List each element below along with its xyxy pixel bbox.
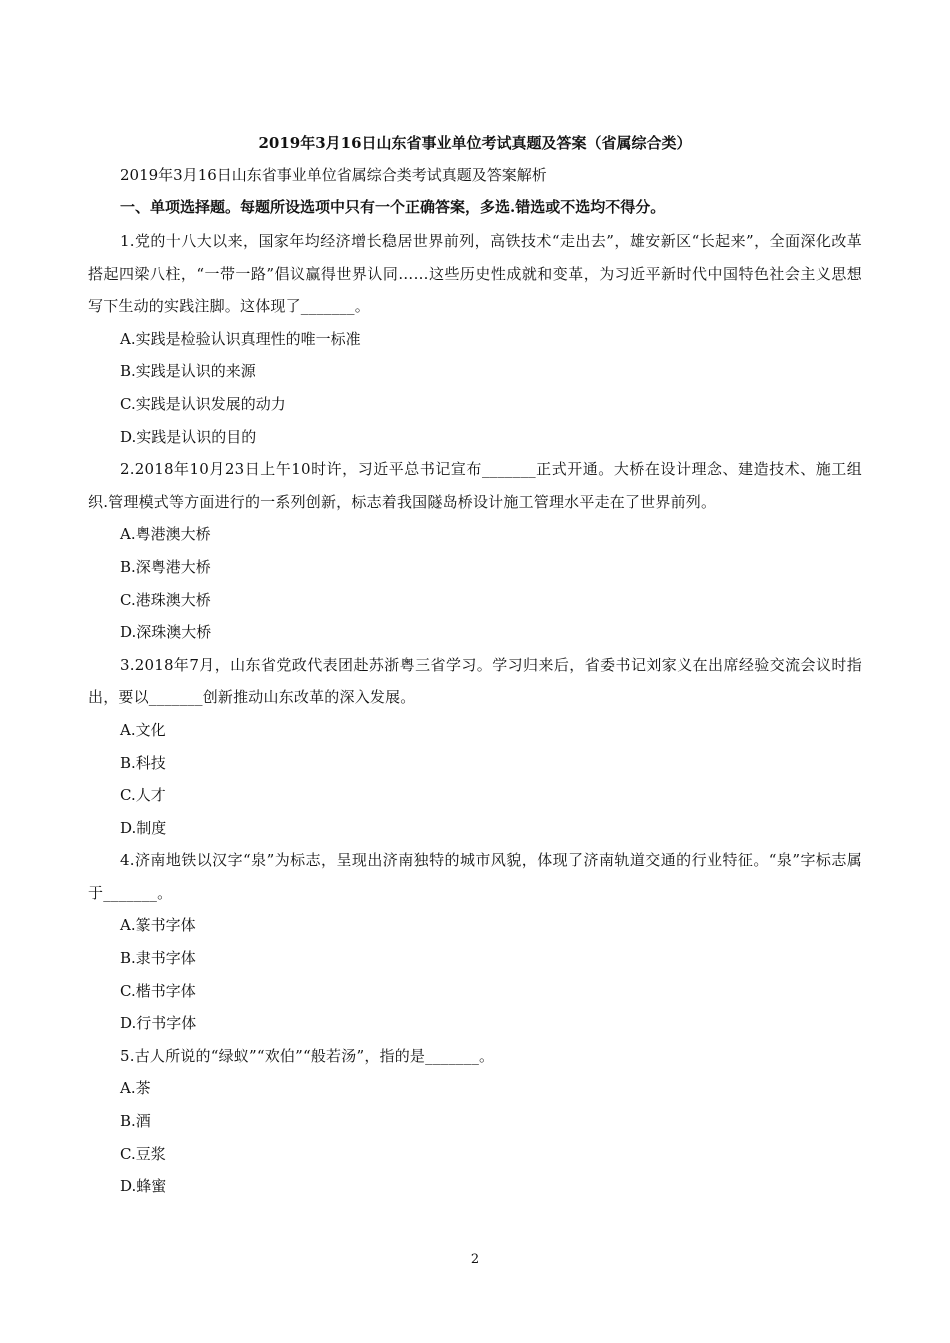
option-d: D.行书字体 xyxy=(120,1014,197,1033)
question-stem: 2.2018年10月23日上午10时许，习近平总书记宣布_______正式开通。大桥在设计理念、建造技术、施工组织.管理模式等方面进行的一系列创新，标志着我国隧岛桥设计施工管理水平走在了世界前列。 xyxy=(88,460,862,511)
question-stem: 4.济南地铁以汉字“泉”为标志，呈现出济南独特的城市风貌，体现了济南轨道交通的行业特征。“泉”字标志属于_______。 xyxy=(88,851,862,902)
option-c: C.人才 xyxy=(120,786,166,805)
option-c: C.实践是认识发展的动力 xyxy=(120,394,286,413)
question-2 xyxy=(88,453,862,649)
option-d: D.蜂蜜 xyxy=(120,1177,167,1196)
option-b: B.酒 xyxy=(120,1112,151,1131)
option-d: D.制度 xyxy=(120,818,167,837)
option-a: A.篆书字体 xyxy=(120,916,196,935)
question-stem: 5.古人所说的“绿蚁”“欢伯”“般若汤”，指的是_______。 xyxy=(120,1046,495,1065)
question-stem: 3.2018年7月，山东省党政代表团赴苏浙粤三省学习。学习归来后，省委书记刘家义在出席经验交流会议时指出，要以_______创新推动山东改革的深入发展。 xyxy=(88,655,862,707)
option-d: D.深珠澳大桥 xyxy=(120,623,212,642)
option-b: B.实践是认识的来源 xyxy=(120,362,256,381)
option-b: B.深粤港大桥 xyxy=(120,557,211,576)
question-5 xyxy=(88,1040,862,1203)
document-title: 2019年3月16日山东省事业单位考试真题及答案（省属综合类） xyxy=(258,134,692,152)
option-a: A.文化 xyxy=(120,720,166,739)
page-number: 2 xyxy=(470,1252,480,1267)
option-c: C.豆浆 xyxy=(120,1144,166,1163)
option-c: C.楷书字体 xyxy=(120,981,196,1000)
document-subtitle: 2019年3月16日山东省事业单位省属综合类考试真题及答案解析 xyxy=(120,166,547,184)
option-a: A.粤港澳大桥 xyxy=(120,525,211,544)
question-1 xyxy=(88,225,862,453)
option-a: A.茶 xyxy=(120,1079,151,1098)
page-content xyxy=(88,129,862,1203)
option-d: D.实践是认识的目的 xyxy=(120,427,257,446)
section-heading: 一、单项选择题。每题所设选项中只有一个正确答案，多选.错选或不选均不得分。 xyxy=(120,198,666,216)
question-3 xyxy=(88,649,862,845)
option-c: C.港珠澳大桥 xyxy=(120,590,211,609)
option-b: B.隶书字体 xyxy=(120,949,196,968)
option-b: B.科技 xyxy=(120,753,166,772)
option-a: A.实践是检验认识真理性的唯一标准 xyxy=(120,329,361,348)
question-stem: 1.党的十八大以来，国家年均经济增长稳居世界前列，高铁技术“走出去”，雄安新区“长起来”，全面深化改革搭起四梁八柱，“一带一路”倡议赢得世界认同……这些历史性成就和变革，为习近平新时代中国特色社会主义思想写下生动的实践注脚。这体现了_______。 xyxy=(88,232,862,316)
question-4 xyxy=(88,844,862,1040)
